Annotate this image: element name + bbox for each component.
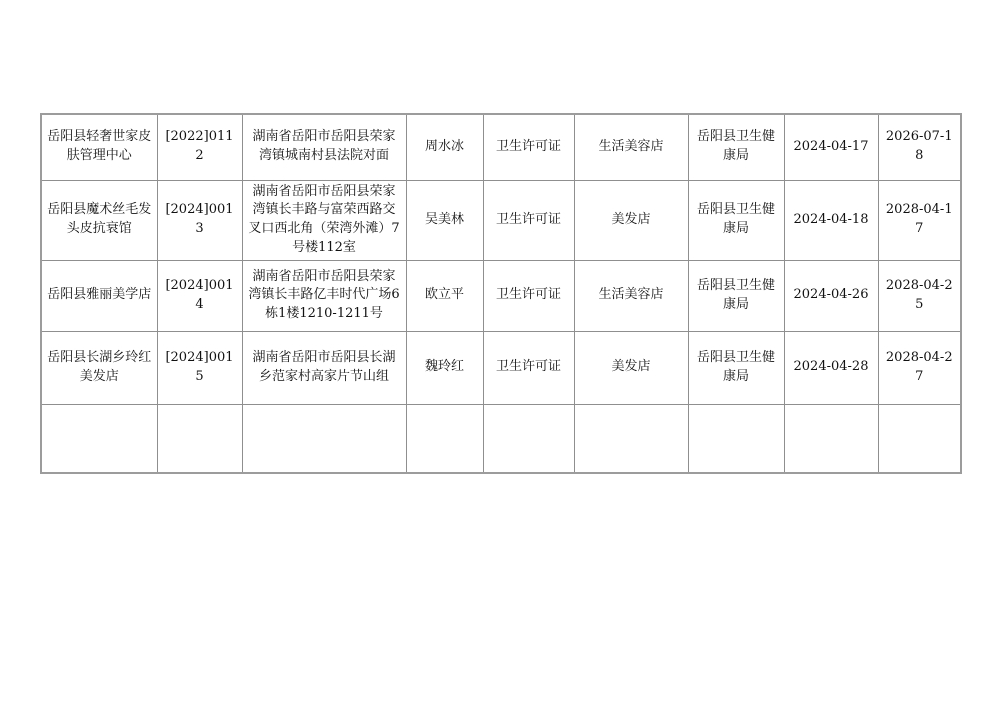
cell-issuing-authority: 岳阳县卫生健康局	[688, 180, 784, 260]
cell-address: 湖南省岳阳市岳阳县荣家湾镇长丰路与富荣西路交叉口西北角（荣湾外滩）7号楼112室	[242, 180, 406, 260]
cell-permit-number: [2024]0014	[157, 260, 242, 331]
cell-address: 湖南省岳阳市岳阳县荣家湾镇长丰路亿丰时代广场6栋1楼1210-1211号	[242, 260, 406, 331]
cell-expiry-date	[878, 404, 961, 473]
cell-address: 湖南省岳阳市岳阳县长湖乡范家村高家片节山组	[242, 331, 406, 404]
cell-responsible-person: 魏玲红	[406, 331, 483, 404]
cell-business-category: 美发店	[574, 331, 688, 404]
cell-expiry-date: 2026-07-18	[878, 114, 961, 180]
cell-business-category: 生活美容店	[574, 114, 688, 180]
cell-responsible-person: 欧立平	[406, 260, 483, 331]
cell-establishment-name	[41, 404, 157, 473]
cell-issuing-authority: 岳阳县卫生健康局	[688, 260, 784, 331]
cell-business-category	[574, 404, 688, 473]
cell-expiry-date: 2028-04-25	[878, 260, 961, 331]
cell-responsible-person: 周水冰	[406, 114, 483, 180]
cell-license-type: 卫生许可证	[483, 331, 574, 404]
cell-license-type: 卫生许可证	[483, 114, 574, 180]
table-body	[41, 114, 961, 473]
cell-responsible-person: 吴美林	[406, 180, 483, 260]
cell-expiry-date: 2028-04-27	[878, 331, 961, 404]
cell-permit-number: [2022]0112	[157, 114, 242, 180]
cell-license-type: 卫生许可证	[483, 180, 574, 260]
table-row	[41, 260, 961, 331]
cell-address: 湖南省岳阳市岳阳县荣家湾镇城南村县法院对面	[242, 114, 406, 180]
cell-issue-date: 2024-04-17	[784, 114, 878, 180]
table-row	[41, 331, 961, 404]
cell-responsible-person	[406, 404, 483, 473]
cell-permit-number: [2024]0015	[157, 331, 242, 404]
cell-address	[242, 404, 406, 473]
table-row	[41, 114, 961, 180]
cell-issue-date: 2024-04-26	[784, 260, 878, 331]
cell-issuing-authority	[688, 404, 784, 473]
cell-expiry-date: 2028-04-17	[878, 180, 961, 260]
cell-issuing-authority: 岳阳县卫生健康局	[688, 331, 784, 404]
cell-business-category: 美发店	[574, 180, 688, 260]
cell-business-category: 生活美容店	[574, 260, 688, 331]
cell-permit-number: [2024]0013	[157, 180, 242, 260]
cell-issue-date: 2024-04-28	[784, 331, 878, 404]
hygiene-permit-table	[40, 113, 962, 474]
cell-permit-number	[157, 404, 242, 473]
table-row	[41, 180, 961, 260]
cell-issue-date	[784, 404, 878, 473]
cell-license-type: 卫生许可证	[483, 260, 574, 331]
cell-establishment-name: 岳阳县长湖乡玲红美发店	[41, 331, 157, 404]
cell-establishment-name: 岳阳县轻奢世家皮肤管理中心	[41, 114, 157, 180]
cell-license-type	[483, 404, 574, 473]
table-row	[41, 404, 961, 473]
cell-establishment-name: 岳阳县魔术丝毛发头皮抗衰馆	[41, 180, 157, 260]
cell-issue-date: 2024-04-18	[784, 180, 878, 260]
cell-issuing-authority: 岳阳县卫生健康局	[688, 114, 784, 180]
cell-establishment-name: 岳阳县雅丽美学店	[41, 260, 157, 331]
